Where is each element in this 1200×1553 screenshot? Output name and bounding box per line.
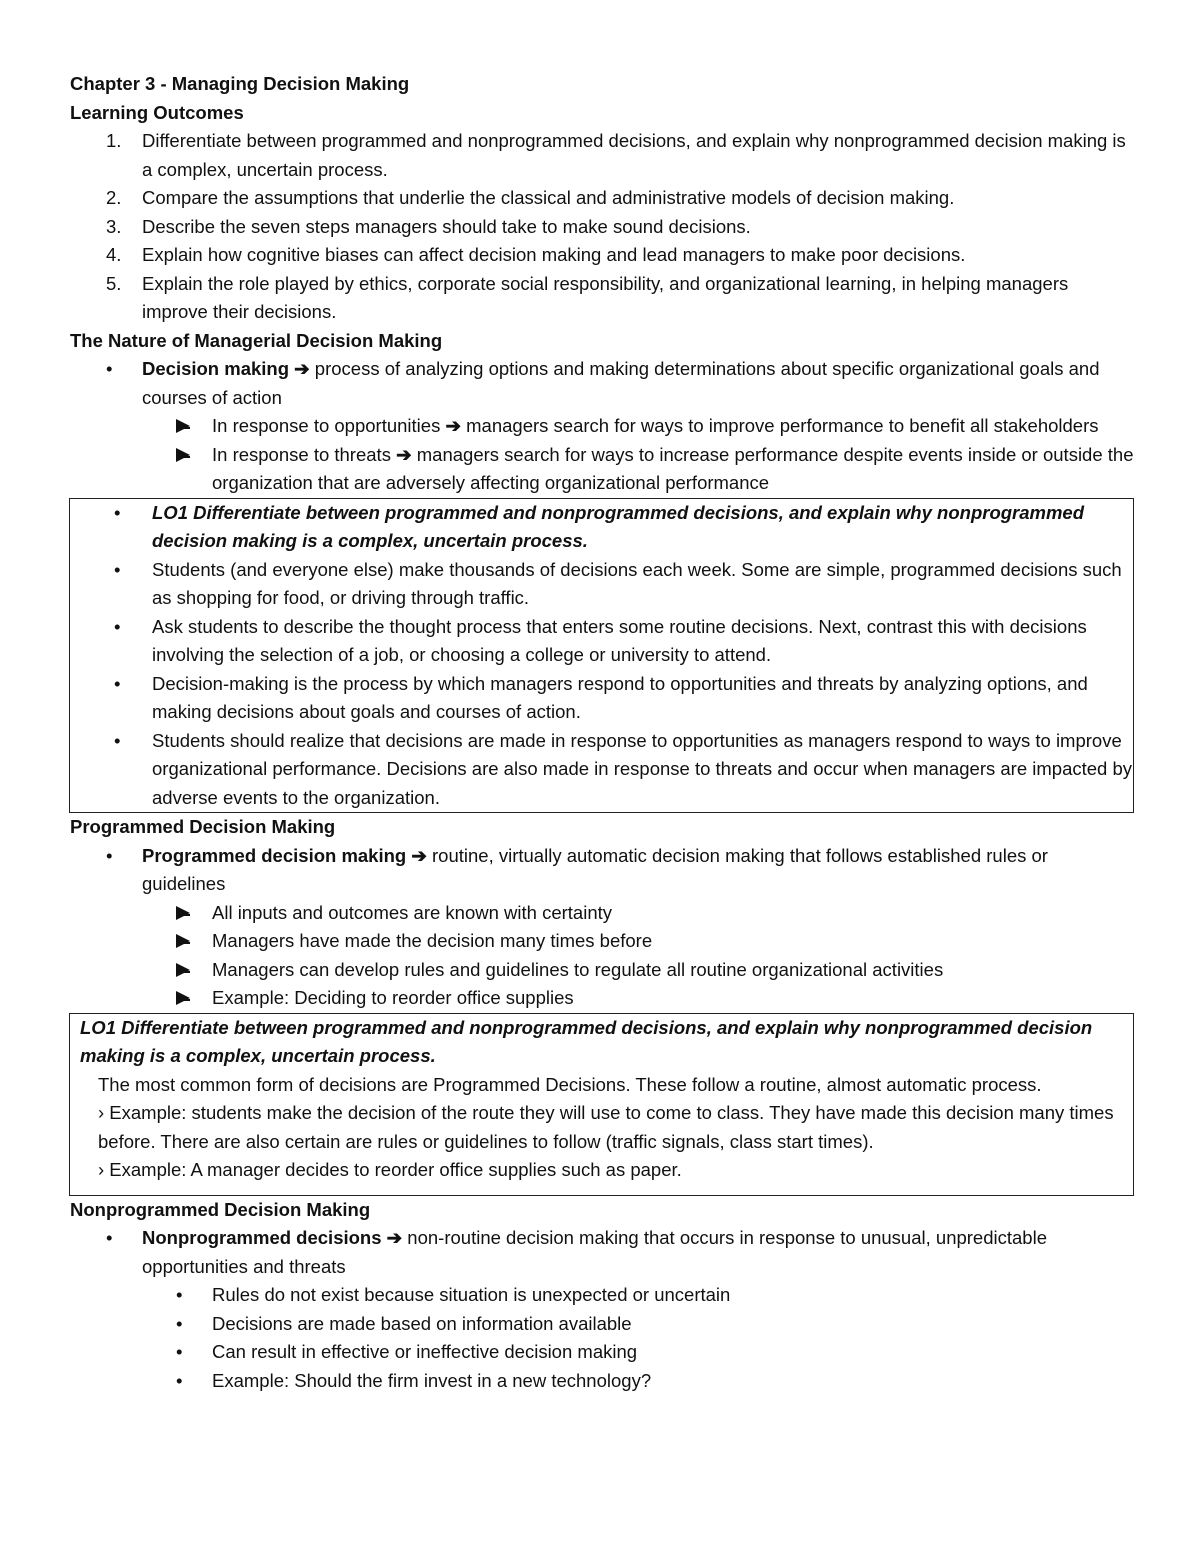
list-number: 3. bbox=[106, 215, 122, 237]
box-line: › Example: A manager decides to reorder office supplies such as paper. bbox=[98, 1159, 682, 1180]
teaching-note-box bbox=[69, 498, 1134, 814]
sub-item bbox=[70, 1367, 1134, 1396]
definition-text: non-routine decision making that occurs in response to unusual, unpredictable opportunities and threats bbox=[142, 1227, 1047, 1277]
teaching-note-box bbox=[69, 1013, 1134, 1196]
learning-objective: LO1 Differentiate between programmed and nonprogrammed decisions, and explain why nonprogrammed decision making is a complex, uncertain process. bbox=[152, 501, 1085, 551]
outcome-item bbox=[70, 127, 1134, 184]
bullet-icon: • bbox=[176, 1369, 183, 1391]
box-text: Decision-making is the process by which managers respond to opportunities and threats by analyzing options, and making decisions about goals and courses of action. bbox=[152, 672, 1088, 722]
definition-item bbox=[70, 842, 1134, 899]
box-item bbox=[70, 613, 1133, 670]
term: Decision making bbox=[142, 358, 290, 379]
outcome-item bbox=[70, 184, 1134, 213]
term: Nonprogrammed decisions bbox=[142, 1227, 382, 1248]
box-text: Students (and everyone else) make thousands of decisions each week. Some are simple, programmed decisions such as shopping for food, or driving through traffic. bbox=[152, 558, 1122, 608]
chapter-title: Chapter 3 - Managing Decision Making bbox=[70, 73, 410, 94]
sub-text: managers search for ways to improve performance to benefit all stakeholders bbox=[460, 415, 1099, 436]
term: Programmed decision making bbox=[142, 844, 407, 866]
sub-text: Managers have made the decision many times before bbox=[212, 930, 653, 951]
box-line: › Example: students make the decision of the route they will use to come to class. They have made this decision many times before. There are also certain are rules or guidelines to follow (traffic signals, class start times). bbox=[98, 1102, 1114, 1152]
nonprogrammed-heading: Nonprogrammed Decision Making bbox=[70, 1198, 371, 1220]
outcome-item bbox=[70, 270, 1134, 327]
sub-text: Example: Deciding to reorder office supplies bbox=[212, 987, 574, 1008]
list-number: 2. bbox=[106, 187, 122, 208]
outcome-text: Explain how cognitive biases can affect decision making and lead managers to make poor decisions. bbox=[142, 244, 966, 265]
box-item bbox=[70, 556, 1133, 613]
arrowhead-bullet-icon bbox=[176, 412, 190, 441]
outcome-text: Compare the assumptions that underlie the classical and administrative models of decision making. bbox=[142, 187, 955, 208]
arrow-icon: ➔ bbox=[294, 358, 310, 379]
arrowhead-bullet-icon bbox=[176, 927, 190, 956]
sub-text: Managers can develop rules and guidelines to regulate all routine organizational activities bbox=[212, 958, 944, 980]
box-text: Ask students to describe the thought process that enters some routine decisions. Next, contrast this with decisions involving the selection of a job, or choosing a college or university to attend. bbox=[152, 615, 1087, 665]
arrowhead-bullet-icon bbox=[176, 956, 190, 985]
box-line: The most common form of decisions are Programmed Decisions. These follow a routine, almost automatic process. bbox=[98, 1073, 1042, 1095]
sub-item bbox=[70, 956, 1134, 985]
bullet-icon: • bbox=[114, 672, 121, 694]
definition-item bbox=[70, 355, 1134, 412]
sub-item bbox=[70, 984, 1134, 1013]
learning-outcomes-heading: Learning Outcomes bbox=[70, 101, 244, 123]
box-lo bbox=[70, 1014, 1133, 1071]
sub-text: Decisions are made based on information available bbox=[212, 1312, 632, 1334]
definition-text: process of analyzing options and making determinations about specific organizational goals and courses of action bbox=[142, 358, 1100, 408]
sub-item bbox=[70, 1281, 1134, 1310]
sub-item bbox=[70, 927, 1134, 956]
sub-text: managers search for ways to increase performance despite events inside or outside the organization that are adversely affecting organizational performance bbox=[212, 443, 1134, 493]
bullet-icon: • bbox=[106, 844, 113, 866]
outcome-text: Describe the seven steps managers should take to make sound decisions. bbox=[142, 215, 751, 237]
box-item bbox=[70, 727, 1133, 813]
bullet-icon: • bbox=[176, 1284, 183, 1305]
definition-item bbox=[70, 1224, 1134, 1281]
programmed-heading: Programmed Decision Making bbox=[70, 816, 336, 837]
arrow-icon: ➔ bbox=[411, 844, 427, 866]
bullet-icon: • bbox=[106, 358, 113, 379]
sub-text: Can result in effective or ineffective decision making bbox=[212, 1341, 638, 1362]
nature-heading: The Nature of Managerial Decision Making bbox=[70, 329, 443, 351]
box-item bbox=[70, 670, 1133, 727]
learning-objective: LO1 Differentiate between programmed and nonprogrammed decisions, and explain why nonprogrammed decision making is a complex, uncertain process. bbox=[80, 1016, 1093, 1066]
list-number: 4. bbox=[106, 244, 122, 265]
arrowhead-bullet-icon bbox=[176, 899, 190, 928]
outcome-text: Differentiate between programmed and nonprogrammed decisions, and explain why nonprogrammed decision making is a complex, uncertain process. bbox=[142, 130, 1126, 180]
bullet-icon: • bbox=[114, 729, 121, 751]
arrowhead-bullet-icon bbox=[176, 984, 190, 1013]
arrow-icon: ➔ bbox=[396, 443, 412, 465]
list-number: 5. bbox=[106, 272, 122, 294]
outcome-text: Explain the role played by ethics, corporate social responsibility, and organizational learning, in helping managers improve their decisions. bbox=[142, 272, 1069, 322]
box-item bbox=[70, 499, 1133, 556]
bullet-icon: • bbox=[114, 558, 121, 580]
outcome-item bbox=[70, 213, 1134, 242]
sub-text: Rules do not exist because situation is unexpected or uncertain bbox=[212, 1284, 731, 1305]
bullet-icon: • bbox=[176, 1312, 183, 1334]
document-body bbox=[70, 70, 1134, 1395]
sub-item bbox=[70, 899, 1134, 928]
bullet-icon: • bbox=[176, 1341, 183, 1362]
arrow-icon: ➔ bbox=[445, 415, 461, 436]
sub-item bbox=[70, 412, 1134, 441]
sub-text: All inputs and outcomes are known with certainty bbox=[212, 901, 613, 923]
sub-text: Example: Should the firm invest in a new technology? bbox=[212, 1369, 652, 1391]
sub-item bbox=[70, 441, 1134, 498]
box-text: Students should realize that decisions are made in response to opportunities as managers respond to ways to improve organizational performance. Decisions are also made in response to threats and occur when managers are impacted by adverse events to the organization. bbox=[152, 729, 1133, 808]
sub-lead: In response to threats bbox=[212, 443, 391, 465]
bullet-icon: • bbox=[106, 1227, 113, 1248]
outcome-item bbox=[70, 241, 1134, 270]
sub-item bbox=[70, 1310, 1134, 1339]
bullet-icon: • bbox=[114, 501, 121, 523]
sub-lead: In response to opportunities bbox=[212, 415, 441, 436]
sub-item bbox=[70, 1338, 1134, 1367]
arrow-icon: ➔ bbox=[386, 1227, 403, 1248]
list-number: 1. bbox=[106, 130, 122, 151]
bullet-icon: • bbox=[114, 615, 121, 637]
definition-text: routine, virtually automatic decision making that follows established rules or guidelines bbox=[142, 844, 1048, 894]
arrowhead-bullet-icon bbox=[176, 441, 190, 470]
